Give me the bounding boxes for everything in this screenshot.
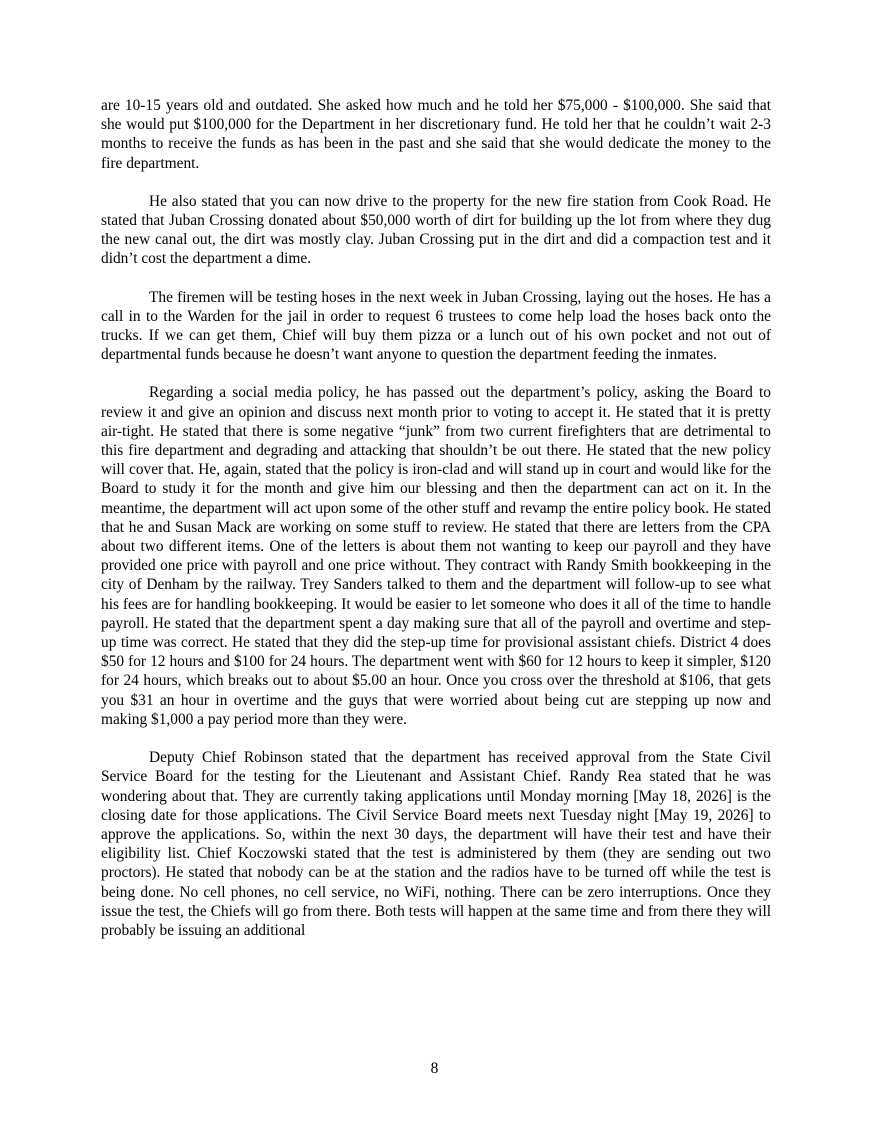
page-number: 8: [430, 1060, 439, 1077]
paragraph-hose-testing: The firemen will be testing hoses in the next week in Juban Crossing, laying out the hoses. He has a call in to the Warden for the jail in order to request 6 trustees to come help load the hoses back onto the trucks. If we can get them, Chief will buy them pizza or a lunch out of his own pocket and not out of departmental funds because he doesn’t want anyone to question the department feeding the inmates.: [101, 288, 771, 364]
body-text: [101, 96, 771, 940]
paragraph-fire-station-property: He also stated that you can now drive to the property for the new fire station from Cook Road. He stated that Juban Crossing donated about $50,000 worth of dirt for building up the lot from where they dug the new canal out, the dirt was mostly clay. Juban Crossing put in the dirt and did a compaction test and it didn’t cost the department a dime.: [101, 192, 771, 268]
paragraph-civil-service-testing: Deputy Chief Robinson stated that the department has received approval from the State Civil Service Board for the testing for the Lieutenant and Assistant Chief. Randy Rea stated that he was wondering about that. They are currently taking applications until Monday morning [May 18, 2026] is the closing date for those applications. The Civil Service Board meets next Tuesday night [May 19, 2026] to approve the applications. So, within the next 30 days, the department will have their test and have their eligibility list. Chief Koczowski stated that the test is administered by them (they are sending out two proctors). He stated that nobody can be at the station and the radios have to be turned off while the test is being done. No cell phones, no cell service, no WiFi, nothing. There can be zero interruptions. Once they issue the test, the Chiefs will go from there. Both tests will happen at the same time and from there they will probably be issuing an additional: [101, 749, 771, 939]
paragraph-social-media-policy: Regarding a social media policy, he has passed out the department’s policy, asking the Board to review it and give an opinion and discuss next month prior to voting to accept it. He stated that it is pretty air-tight. He stated that there is some negative “junk” from two current firefighters that are detrimental to this fire department and degrading and attacking that shouldn’t be out there. He stated that the new policy will cover that. He, again, stated that the policy is iron-clad and will stand up in court and would like for the Board to study it for the month and give him our blessing and then the department can act on it. In the meantime, the department will act upon some of the other stuff and revamp the entire policy book. He stated that he and Susan Mack are working on some stuff to review. He stated that there are letters from the CPA about two different items. One of the letters is about them not wanting to keep our payroll and they have provided one price with payroll and one price without. They contract with Randy Smith bookkeeping in the city of Denham by the railway. Trey Sanders talked to them and the department will follow-up to see what his fees are for handling bookkeeping. It would be easier to let someone who does it all of the time to handle payroll. He stated that the department spent a day making sure that all of the payroll and overtime and step-up time was correct. He stated that they did the step-up time for provisional assistant chiefs. District 4 does $50 for 12 hours and $100 for 24 hours. The department went with $60 for 12 hours to keep it simpler, $120 for 24 hours, which breaks out to about $5.00 an hour. Once you cross over the threshold at $106, that gets you $31 an hour in overtime and the guys that were worried about being cut are stepping up now and making $1,000 a pay period more than they were.: [101, 384, 771, 728]
paragraph-continued: are 10-15 years old and outdated. She asked how much and he told her $75,000 - $100,000. She said that she would put $100,000 for the Department in her discretionary fund. He told her that he couldn’t wait 2-3 months to receive the funds as has been in the past and she said that she would dedicate the money to the fire department.: [101, 97, 771, 172]
